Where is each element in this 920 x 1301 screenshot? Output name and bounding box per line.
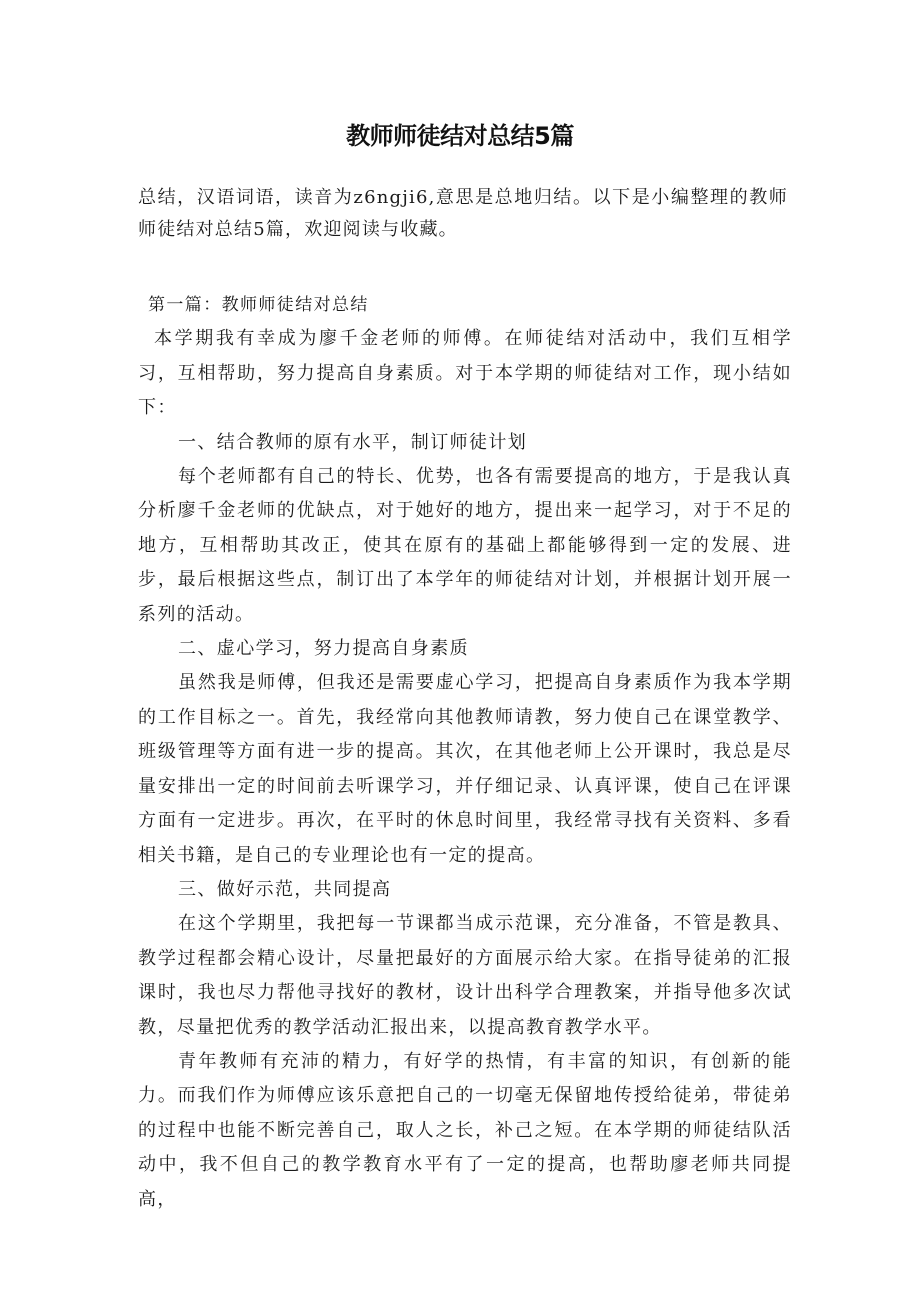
section-heading: 一、结合教师的原有水平，制订师徒计划 — [178, 431, 528, 453]
body-paragraph: 虽然我是师傅，但我还是需要虚心学习，把提高自身素质作为我本学期的工作目标之一。首先，我经常向其他教师请教，努力使自己在课堂教学、班级管理等方面有进一步的提高。其次，在其他老师上公开课时，我总是尽量安排出一定的时间前去听课学习，并仔细记录、认真评课，使自己在评课方面有一定进步。再次，在平时的休息时间里，我经常寻找有关资料、多看相关书籍，是自己的专业理论也有一定的提高。 — [138, 672, 792, 866]
section-heading: 三、做好示范，共同提高 — [178, 878, 392, 900]
intro-paragraph: 总结，汉语词语，读音为z6ngji6,意思是总地归结。以下是小编整理的教师师徒结对总结5篇，欢迎阅读与收藏。 — [138, 187, 788, 240]
body-paragraph: 在这个学期里，我把每一节课都当成示范课，充分准备，不管是教具、教学过程都会精心设计，尽量把最好的方面展示给大家。在指导徒弟的汇报课时，我也尽力帮他寻找好的教材，设计出科学合理教案，并指导他多次试教，尽量把优秀的教学活动汇报出来，以提高教育教学水平。 — [138, 913, 792, 1038]
body-paragraph: 每个老师都有自己的特长、优势，也各有需要提高的地方，于是我认真分析廖千金老师的优缺点，对于她好的地方，提出来一起学习，对于不足的地方，互相帮助其改正，使其在原有的基础上都能够得到一定的发展、进步，最后根据这些点，制订出了本学年的师徒结对计划，并根据计划开展一系列的活动。 — [138, 466, 792, 625]
document-body — [138, 288, 792, 1217]
document-title: 教师师徒结对总结5篇 — [346, 122, 574, 150]
body-paragraph: 本学期我有幸成为廖千金老师的师傅。在师徒结对活动中，我们互相学习，互相帮助，努力提高自身素质。对于本学期的师徒结对工作，现小结如下： — [138, 328, 792, 419]
section-heading: 二、虚心学习，努力提高自身素质 — [178, 638, 469, 660]
body-paragraph: 青年教师有充沛的精力，有好学的热情，有丰富的知识，有创新的能力。而我们作为师傅应该乐意把自己的一切毫无保留地传授给徒弟，带徒弟的过程中也能不断完善自己，取人之长，补己之短。在本学期的师徒结队活动中，我不但自己的教学教育水平有了一定的提高，也帮助廖老师共同提高， — [138, 1050, 792, 1210]
section-label: 第一篇：教师师徒结对总结 — [148, 295, 369, 315]
